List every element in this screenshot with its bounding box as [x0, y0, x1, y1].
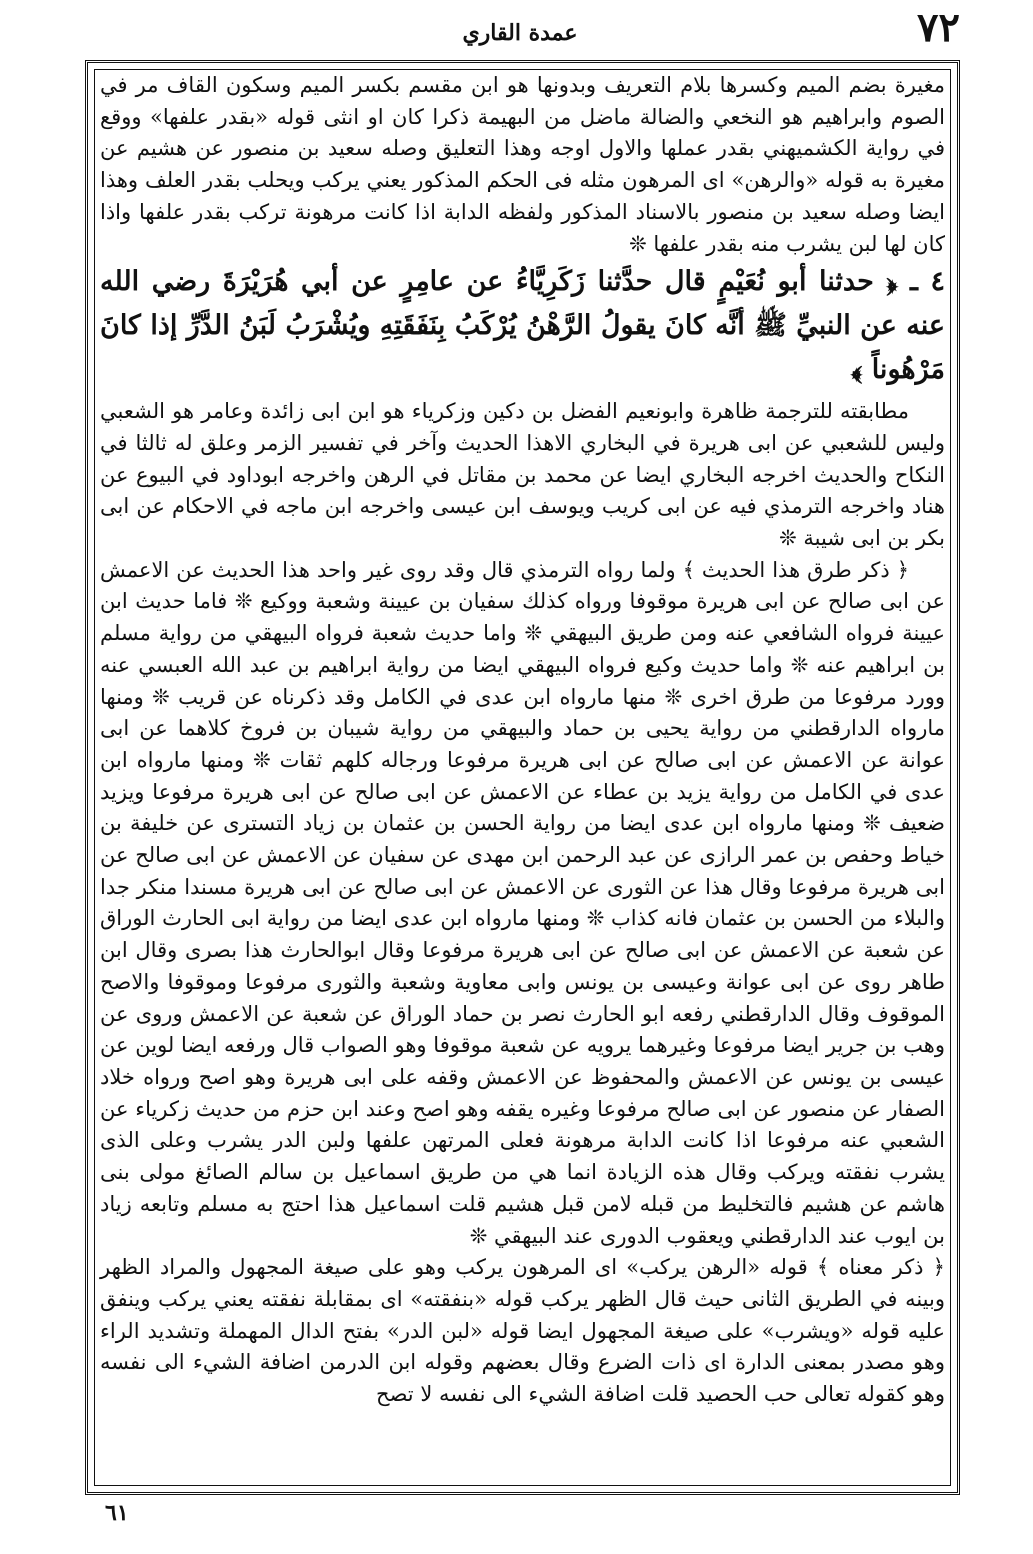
paragraph-commentary-1: مغيرة بضم الميم وكسرها بلام التعريف وبدونها هو ابن مقسم بكسر الميم وسكون القاف مر في الصوم وابراهيم هو النخعي والضالة ماضل من البهيمة ذكرا كان او انثى قوله «بقدر علفها» ووقع في رواية الكشميهني بقدر عملها والاول اوجه وهذا التعليق وصله سعيد بن منصور عن هشيم عن مغيرة به قوله «والرهن» اى المرهون مثله فى الحكم المذكور يعني يركب ويحلب بقدر العلف وهذا ايضا وصله سعيد بن منصور بالاسناد المذكور ولفظه الدابة اذا كانت مرهونة تركب بقدر علفها واذا كان لها لبن يشرب منه بقدر علفها ❊ [100, 73, 946, 256]
page-number: ٧٢ [917, 4, 960, 51]
paragraph-commentary-2: مطابقته للترجمة ظاهرة وابونعيم الفضل بن دكين وزكرياء هو ابن ابى زائدة وعامر هو الشعبي وليس للشعبي عن ابى هريرة في البخاري الاهذا الحديث وآخر في تفسير الزمر وعلق له ثالثا في النكاح والحديث اخرجه البخاري ايضا عن محمد بن مقاتل في الرهن واخرجه ابوداود في البيوع عن هناد واخرجه الترمذي فيه عن ابى كريب ويوسف ابن عيسى واخرجه ابن ماجه في الاحكام عن ابى بكر بن ابى شيبة ❊ [100, 399, 945, 551]
paragraph-hadith-routes: ﴿ ذكر طرق هذا الحديث ﴾ ولما رواه الترمذي قال وقد روى غير واحد هذا الحديث عن الاعمش عن ابى صالح عن ابى هريرة موقوفا ورواه كذلك سفيان بن عيينة وشعبة ووكيع ❊ فاما حديث ابن عيينة فرواه الشافعي عنه ومن طريق البيهقي ❊ واما حديث شعبة فرواه البيهقي من رواية مسلم بن ابراهيم عنه ❊ واما حديث وكيع فرواه البيهقي ايضا من رواية ابراهيم بن عبد الله العبسي عنه وورد مرفوعا من طرق اخرى ❊ منها مارواه ابن عدى في الكامل وقد ذكرناه عن قريب ❊ ومنها مارواه الدارقطني من رواية يحيى بن حماد والبيهقي من رواية شيبان بن فروخ كلاهما عن ابى عوانة عن الاعمش عن ابى صالح عن ابى هريرة مرفوعا ورجاله كلهم ثقات ❊ ومنها مارواه ابن عدى في الكامل من رواية يزيد بن عطاء عن الاعمش عن ابى صالح عن ابى هريرة مرفوعا ويزيد ضعيف ❊ ومنها مارواه ابن عدى ايضا من رواية الحسن بن عثمان بن زياد التسترى عن خليفة بن خياط وحفص بن عمر الرازى عن عبد الرحمن ابن مهدى عن سفيان عن الاعمش عن ابى صالح عن ابى هريرة مرفوعا وقال هذا عن الثورى عن الاعمش عن ابى صالح عن ابى هريرة مسندا منكر جدا والبلاء من الحسن بن عثمان فانه كذاب ❊ ومنها مارواه ابن عدى ايضا من رواية ابى الحارث الوراق عن شعبة عن الاعمش عن ابى صالح عن ابى هريرة مرفوعا وقال ابوالحارث هذا بصرى وقال ابن طاهر روى عن ابى عوانة وعيسى بن يونس وابى معاوية وشعبة والثورى مرفوعا وموقوفا والاصح الموقوف وقال الدارقطني رفعه ابو الحارث نصر بن حماد الوراق عن شعبة عن الاعمش وروى عن وهب بن جرير ايضا مرفوعا وغيرهما يرويه عن شعبة موقوفا وهو الصواب قال ورفعه ايضا لوين عن عيسى بن يونس عن الاعمش والمحفوظ عن الاعمش وقفه على ابى هريرة وهو اصح ورواه خلاد الصفار عن منصور عن ابى صالح مرفوعا وغيره يقفه وهو اصح وعند ابن حزم من حديث زكرياء عن الشعبي عنه مرفوعا اذا كانت الدابة مرهونة فعلى المرتهن علفها ولبن الدر يشرب وعلى الذى يشرب نفقته ويركب وقال هذه الزيادة انما هي من طريق اسماعيل بن سالم الصائغ مولى بنى هاشم عن هشيم فالتخليط من قبله لامن قبل هشيم قلت اسماعيل هذا احتج به مسلم وتابعه زياد بن ايوب عند الدارقطني ويعقوب الدورى عند البيهقي ❊ [100, 557, 945, 1248]
page-body [100, 70, 945, 1485]
running-title: عمدة القاري [462, 20, 578, 46]
sheet-signature: ٦١ [105, 1500, 129, 1526]
page-header [80, 4, 960, 56]
paragraph-meaning: ﴿ ذكر معناه ﴾ قوله «الرهن يركب» اى المرهون يركب وهو على صيغة المجهول والمراد الظهر وبينه في الطريق الثانى حيث قال الظهر يركب قوله «بنفقته» اى بمقابلة نفقته يعني يركب وينفق عليه قوله «ويشرب» على صيغة المجهول ايضا قوله «لبن الدر» بفتح الدال المهملة وتشديد الراء وهو مصدر بمعنى الدارة اى ذات الضرع وقال بعضهم وقوله ابن الدرمن اضافة الشيء الى نفسه وهو كقوله تعالى حب الحصيد قلت اضافة الشيء الى نفسه لا تصح [100, 1255, 945, 1407]
hadith-text: ٤ ـ ﴿ حدثنا أبو نُعَيْمٍ قال حدَّثنا زَكَرِيَّاءُ عن عامِرٍ عن أبي هُرَيْرَةَ رضي الله عنه عن النبيِّ ﷺ أنَّه كانَ يقولُ الرَّهْنُ يُرْكَبُ بِنَفَقَتِهِ ويُشْرَبُ لَبَنُ الدَّرِّ إذا كانَ مَرْهُوناً ﴾ [100, 266, 945, 386]
